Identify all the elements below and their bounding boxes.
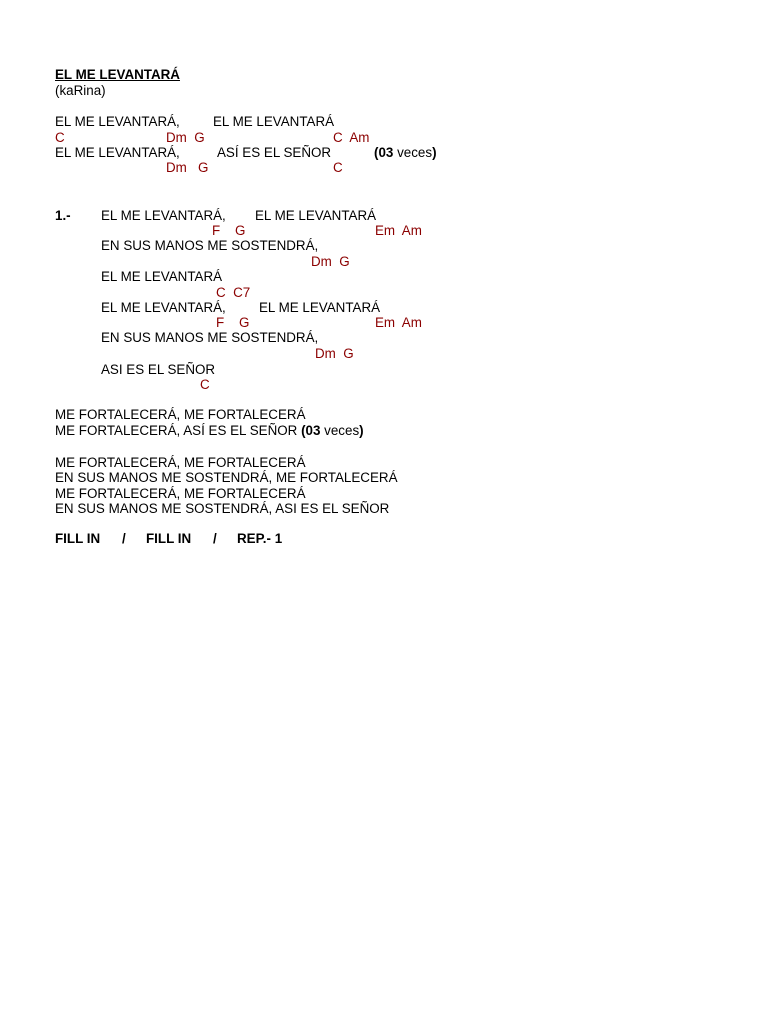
repeat-word: veces [320, 423, 360, 438]
repeat-open: ( [374, 145, 379, 160]
verse1-chord-1b: Em Am [375, 223, 422, 238]
chorus1-lyric-1a: EL ME LEVANTARÁ, [55, 114, 180, 129]
repeat-close: ) [359, 423, 364, 438]
verse1-chord-1a: F G [212, 223, 246, 238]
verse1-lyric-5: EN SUS MANOS ME SOSTENDRÁ, [101, 330, 319, 345]
chorus2-lyric-2 [55, 423, 364, 438]
repeat-count: 03 [378, 145, 394, 160]
footer-repeat: REP.- 1 [237, 531, 283, 546]
verse1-chord-4a: F G [216, 315, 250, 330]
chorus1-chord-1b: Dm G [166, 130, 205, 145]
verse1-lyric-1a: EL ME LEVANTARÁ, [101, 208, 226, 223]
repeat-word: veces [393, 145, 433, 160]
bridge-lyric-3: ME FORTALECERÁ, ME FORTALECERÁ [55, 486, 306, 501]
verse1-lyric-1b: EL ME LEVANTARÁ [255, 208, 377, 223]
bridge-lyric-4: EN SUS MANOS ME SOSTENDRÁ, ASI ES EL SEÑOR [55, 501, 390, 516]
verse1-lyric-6: ASI ES EL SEÑOR [101, 362, 216, 377]
footer-fill-in-2: FILL IN [146, 531, 192, 546]
verse1-chord-6: C [200, 377, 210, 392]
chorus1-lyric-2a: EL ME LEVANTARÁ, [55, 145, 180, 160]
bridge-lyric-1: ME FORTALECERÁ, ME FORTALECERÁ [55, 455, 306, 470]
chorus1-chord-2a: Dm G [166, 160, 209, 175]
chorus2-lyric-1: ME FORTALECERÁ, ME FORTALECERÁ [55, 407, 306, 422]
verse1-lyric-3: EL ME LEVANTARÁ [101, 269, 223, 284]
verse1-chord-3: C C7 [216, 285, 251, 300]
verse-number: 1.- [55, 208, 71, 223]
footer-fill-in-1: FILL IN [55, 531, 101, 546]
verse1-chord-2: Dm G [311, 254, 350, 269]
footer-separator-2: / [213, 531, 217, 546]
verse1-lyric-4a: EL ME LEVANTARÁ, [101, 300, 226, 315]
chorus2-lyric-2-text: ME FORTALECERÁ, ASÍ ES EL SEÑOR [55, 423, 302, 438]
bridge-lyric-2: EN SUS MANOS ME SOSTENDRÁ, ME FORTALECERÁ [55, 470, 398, 485]
repeat-count: 03 [305, 423, 321, 438]
chorus1-chord-1c: C Am [333, 130, 370, 145]
chorus1-repeat-note [374, 145, 437, 160]
verse1-chord-4b: Em Am [375, 315, 422, 330]
verse1-lyric-4b: EL ME LEVANTARÁ [259, 300, 381, 315]
repeat-close: ) [432, 145, 437, 160]
repeat-open: ( [301, 423, 306, 438]
verse1-lyric-2: EN SUS MANOS ME SOSTENDRÁ, [101, 238, 319, 253]
chorus1-lyric-2b: ASÍ ES EL SEÑOR [217, 145, 332, 160]
chorus1-chord-1a: C [55, 130, 65, 145]
chorus1-lyric-1b: EL ME LEVANTARÁ [213, 114, 335, 129]
footer-separator-1: / [122, 531, 126, 546]
song-title: EL ME LEVANTARÁ [55, 67, 180, 82]
chorus1-chord-2b: C [333, 160, 343, 175]
verse1-chord-5: Dm G [315, 346, 354, 361]
song-author: (kaRina) [55, 83, 106, 98]
